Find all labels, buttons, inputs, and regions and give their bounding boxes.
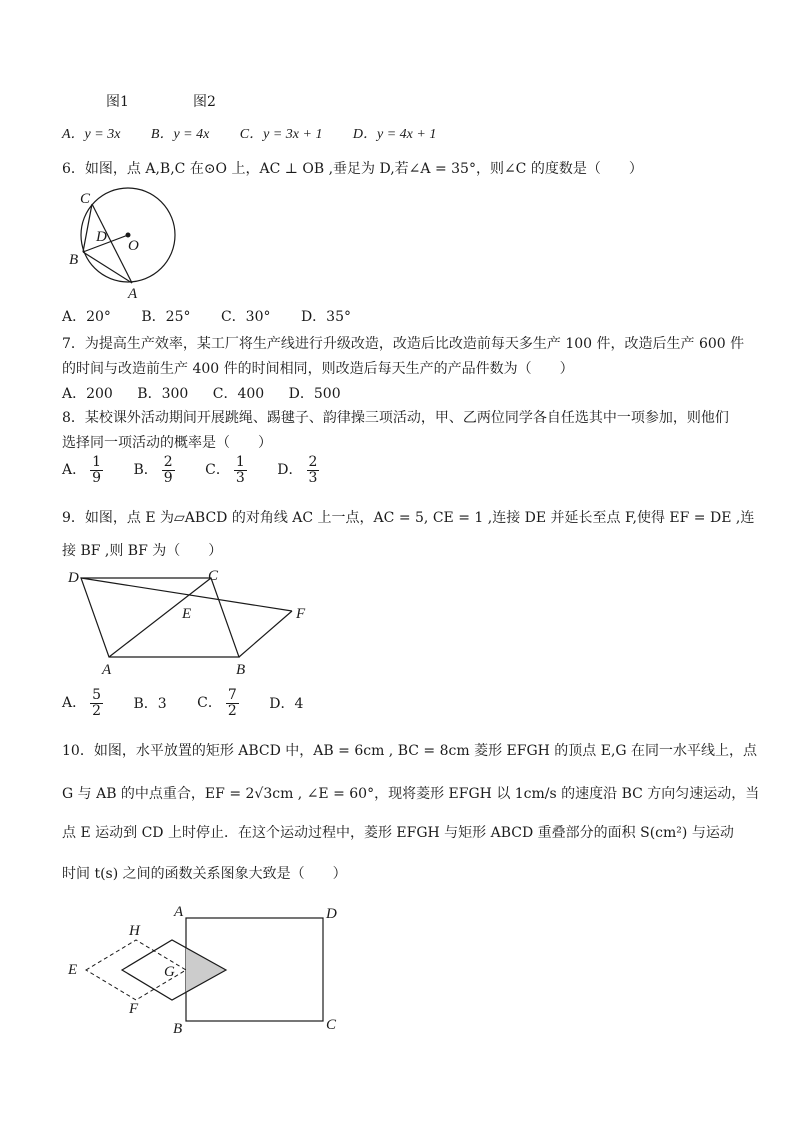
q8-stem-line1: 8．某校课外活动期间开展跳绳、踢毽子、韵律操三项活动，甲、乙两位同学各自任选其中一项参加，则他们 bbox=[62, 410, 729, 426]
denominator: 3 bbox=[235, 469, 245, 486]
denominator: 2 bbox=[227, 702, 237, 719]
q6-option-a[interactable]: A．20° bbox=[62, 309, 111, 325]
q9-option-d[interactable]: D．4 bbox=[269, 696, 304, 713]
q6-center-point bbox=[126, 233, 131, 238]
denominator: 9 bbox=[92, 469, 102, 486]
q9-option-a-label: A． bbox=[62, 695, 87, 712]
q8-option-b-fraction bbox=[162, 455, 175, 485]
q6-label-d: D bbox=[96, 229, 107, 245]
q8-stem-line2: 选择同一项活动的概率是（ ） bbox=[62, 435, 272, 451]
q8-option-d-label: D． bbox=[277, 462, 303, 479]
q6-label-o: O bbox=[128, 238, 139, 254]
q10-label-e: E bbox=[68, 962, 78, 978]
numerator: 5 bbox=[92, 687, 102, 703]
q10-label-h: H bbox=[129, 923, 140, 939]
q6-label-c: C bbox=[80, 191, 91, 207]
q9-option-c-label: C． bbox=[197, 695, 222, 712]
q8-option-b[interactable] bbox=[134, 455, 175, 485]
q9-stem-line2: 接 BF ,则 BF 为（ ） bbox=[62, 543, 223, 559]
q9-parallelogram-figure bbox=[62, 566, 322, 684]
q8-option-c-label: C． bbox=[205, 462, 230, 479]
q9-label-f: F bbox=[296, 606, 306, 622]
q10-stem-line2: G 与 AB 的中点重合，EF = 2√3cm , ∠E = 60°，现将菱形 EFGH 以 1cm/s 的速度沿 BC 方向匀速运动，当 bbox=[62, 786, 760, 802]
q8-option-d[interactable] bbox=[277, 455, 319, 485]
q8-options bbox=[62, 455, 345, 485]
q6-label-a: A bbox=[128, 286, 138, 302]
q7-options bbox=[62, 383, 361, 403]
q7-option-c[interactable]: C．400 bbox=[212, 386, 265, 402]
q10-label-b: B bbox=[173, 1021, 183, 1037]
denominator: 2 bbox=[92, 702, 102, 719]
q9-option-a-fraction bbox=[90, 688, 103, 718]
q9-option-c-fraction bbox=[226, 688, 239, 718]
q5-option-d[interactable]: D．y = 4x + 1 bbox=[352, 127, 437, 142]
q10-rectangle-rhombus-figure bbox=[60, 900, 360, 1038]
q10-label-a: A bbox=[174, 904, 184, 920]
q8-option-c[interactable] bbox=[205, 455, 247, 485]
q6-label-b: B bbox=[69, 252, 79, 268]
q9-option-a[interactable] bbox=[62, 688, 103, 718]
q9-options bbox=[62, 688, 329, 718]
q5-options bbox=[62, 123, 462, 143]
q9-option-b[interactable]: B．3 bbox=[133, 696, 167, 713]
q6-option-d[interactable]: D．35° bbox=[300, 309, 351, 325]
q9-option-c[interactable] bbox=[197, 688, 239, 718]
q10-label-d: D bbox=[326, 906, 337, 922]
figure-caption-1: 图1 bbox=[106, 94, 129, 110]
q6-option-b[interactable]: B．25° bbox=[141, 309, 191, 325]
q8-option-a-fraction bbox=[90, 455, 103, 485]
q6-option-c[interactable]: C．30° bbox=[220, 309, 271, 325]
q10-label-g: G bbox=[164, 964, 175, 980]
q10-stem-line4: 时间 t(s) 之间的函数关系图象大致是（ ） bbox=[62, 866, 347, 882]
q7-stem-line2: 的时间与改造前生产 400 件的时间相同，则改造后每天生产的产品件数为（ ） bbox=[62, 361, 574, 377]
q6-circle-figure bbox=[62, 182, 182, 302]
q10-label-f: F bbox=[129, 1001, 139, 1017]
numerator: 7 bbox=[227, 687, 237, 703]
numerator: 2 bbox=[163, 454, 173, 470]
q10-label-c: C bbox=[326, 1017, 337, 1033]
q5-option-c[interactable]: C．y = 3x + 1 bbox=[239, 127, 323, 142]
q7-option-b[interactable]: B．300 bbox=[137, 386, 189, 402]
numerator: 2 bbox=[308, 454, 318, 470]
q5-option-a[interactable]: A．y = 3x bbox=[62, 127, 121, 142]
q10-stem-line3: 点 E 运动到 CD 上时停止．在这个运动过程中，菱形 EFGH 与矩形 ABCD 重叠部分的面积 S(cm²) 与运动 bbox=[62, 825, 734, 841]
q9-label-b: B bbox=[236, 662, 246, 678]
q8-option-b-label: B． bbox=[133, 462, 158, 479]
q8-option-a-label: A． bbox=[62, 462, 87, 479]
q8-option-c-fraction bbox=[234, 455, 247, 485]
q9-label-c: C bbox=[208, 568, 219, 584]
q9-stem-line1: 9．如图，点 E 为▱ABCD 的对角线 AC 上一点，AC = 5, CE = 1 ,连接 DE 并延长至点 F,使得 EF = DE ,连 bbox=[62, 510, 755, 526]
q6-stem: 6．如图，点 A,B,C 在⊙O 上，AC ⊥ OB ,垂足为 D,若∠A = 35°，则∠C 的度数是（ ） bbox=[62, 161, 643, 177]
q7-option-d[interactable]: D．500 bbox=[288, 386, 341, 402]
q9-label-a: A bbox=[102, 662, 112, 678]
q5-option-b[interactable]: B．y = 4x bbox=[150, 127, 210, 142]
q9-label-e: E bbox=[182, 606, 192, 622]
denominator: 3 bbox=[308, 469, 318, 486]
figure-caption-2: 图2 bbox=[193, 94, 216, 110]
numerator: 1 bbox=[235, 454, 245, 470]
q6-options bbox=[62, 306, 377, 326]
q9-segment-bf bbox=[239, 611, 292, 657]
q8-option-d-fraction bbox=[307, 455, 320, 485]
q10-overlap-region bbox=[186, 948, 226, 992]
q7-stem-line1: 7．为提高生产效率，某工厂将生产线进行升级改造，改造后比改造前每天多生产 100 件，改造后生产 600 件 bbox=[62, 336, 745, 352]
q10-stem-line1: 10．如图，水平放置的矩形 ABCD 中，AB = 6cm , BC = 8cm 菱形 EFGH 的顶点 E,G 在同一水平线上，点 bbox=[62, 743, 758, 759]
q7-option-a[interactable]: A．200 bbox=[62, 386, 113, 402]
numerator: 1 bbox=[92, 454, 102, 470]
q8-option-a[interactable] bbox=[62, 455, 103, 485]
denominator: 9 bbox=[163, 469, 173, 486]
q9-label-d: D bbox=[68, 570, 79, 586]
